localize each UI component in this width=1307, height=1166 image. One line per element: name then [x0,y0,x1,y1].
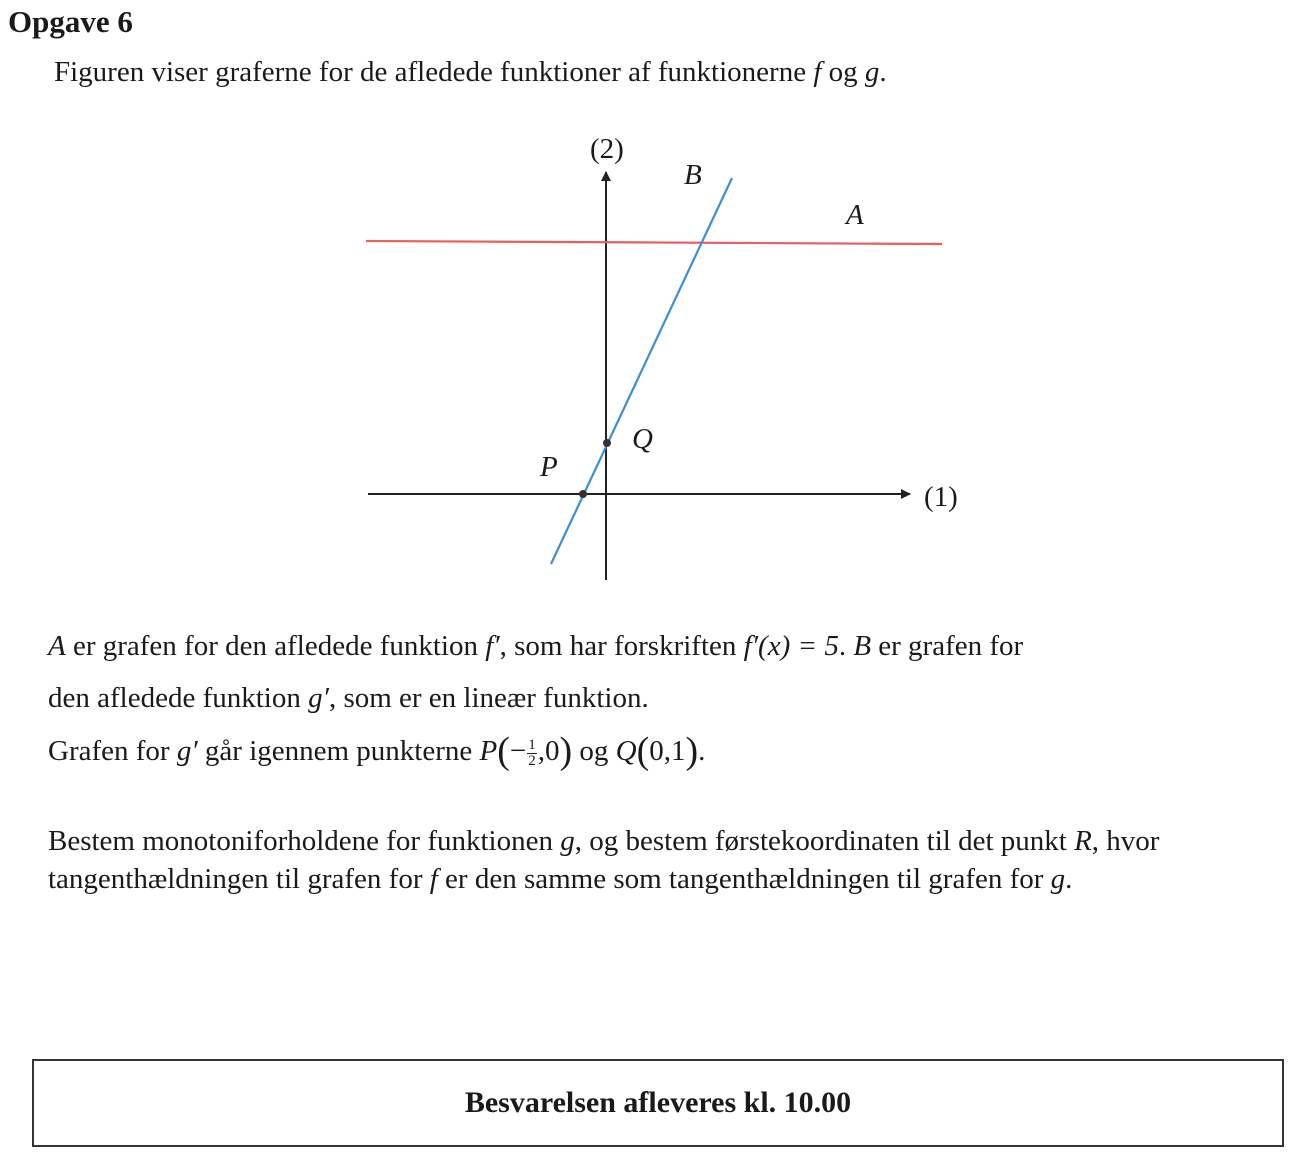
intro-end: . [879,56,887,88]
intro-f: f [813,56,822,88]
p3-minus: − [509,735,527,767]
exercise-heading: Opgave 6 [8,4,133,39]
p1-a: A [48,630,66,662]
point-p-label: P [540,451,558,483]
p1-formula: f′(x) = 5 [743,630,839,662]
q-t5: . [1065,863,1073,895]
q-t2: , og bestem førstekoordinaten til det punkt [574,825,1075,857]
paragraph-2 [48,682,649,715]
p1-t2: , som har forskriften [499,630,744,662]
submission-notice: Besvarelsen afleveres kl. 10.00 [464,1086,852,1119]
y-axis-label: (2) [590,133,624,165]
line-b-label: B [684,159,702,191]
paragraph-1 [48,630,1023,663]
point-q-label: Q [632,423,653,455]
q-g2: g [1050,863,1066,895]
p3-q-rest: 0,1 [649,735,686,767]
q-t1: Bestem monotoniforholdene for funktionen [48,825,561,857]
line-a-label: A [846,199,864,231]
q-r: R [1074,825,1092,857]
paragraph-3 [48,732,705,770]
p3-q: Q [615,735,637,767]
p3-t1: Grafen for [48,735,177,767]
point-q-dot [603,439,611,447]
p3-q-close: ) [685,730,699,772]
p3-gprime: g′ [176,735,198,767]
p1-fprime: f′ [485,630,500,662]
line-a [366,241,942,244]
p3-frac-num: 1 [528,736,536,753]
submission-notice-box [32,1059,1284,1147]
intro-g: g [864,56,880,88]
p3-t2: går igennem punkterne [197,735,480,767]
p2-t1: den afledede funktion [48,682,309,714]
intro-og: og [828,56,858,88]
point-p-dot [579,490,587,498]
p3-end: . [698,735,706,767]
question-text [48,822,1278,898]
p2-t2: , som er en lineær funktion. [328,682,649,714]
q-f: f [429,863,438,895]
p2-gprime: g′ [308,682,329,714]
p3-p-rest: ,0 [537,735,560,767]
x-axis-label: (1) [924,481,958,513]
line-b [551,178,732,564]
p3-frac-den: 2 [528,752,536,769]
p3-p-close: ) [559,730,573,772]
p3-p-open: ( [497,730,510,772]
p3-p: P [479,735,498,767]
p3-q-open: ( [636,730,650,772]
p1-t3: . [838,630,854,662]
p3-og: og [572,735,616,767]
q-t4: er den samme som tangenthældningen til grafen for [437,863,1051,895]
intro-sentence: Figuren viser graferne for de afledede funktioner af funktionerne [54,56,807,88]
p3-fraction [527,738,537,769]
q-t3: , hvor tangenthældningen til grafen for [48,825,1160,895]
p1-b: B [853,630,872,662]
q-g1: g [560,825,575,857]
p1-t4: er grafen for [871,630,1024,662]
p1-t1: er grafen for den afledede funktion [65,630,486,662]
